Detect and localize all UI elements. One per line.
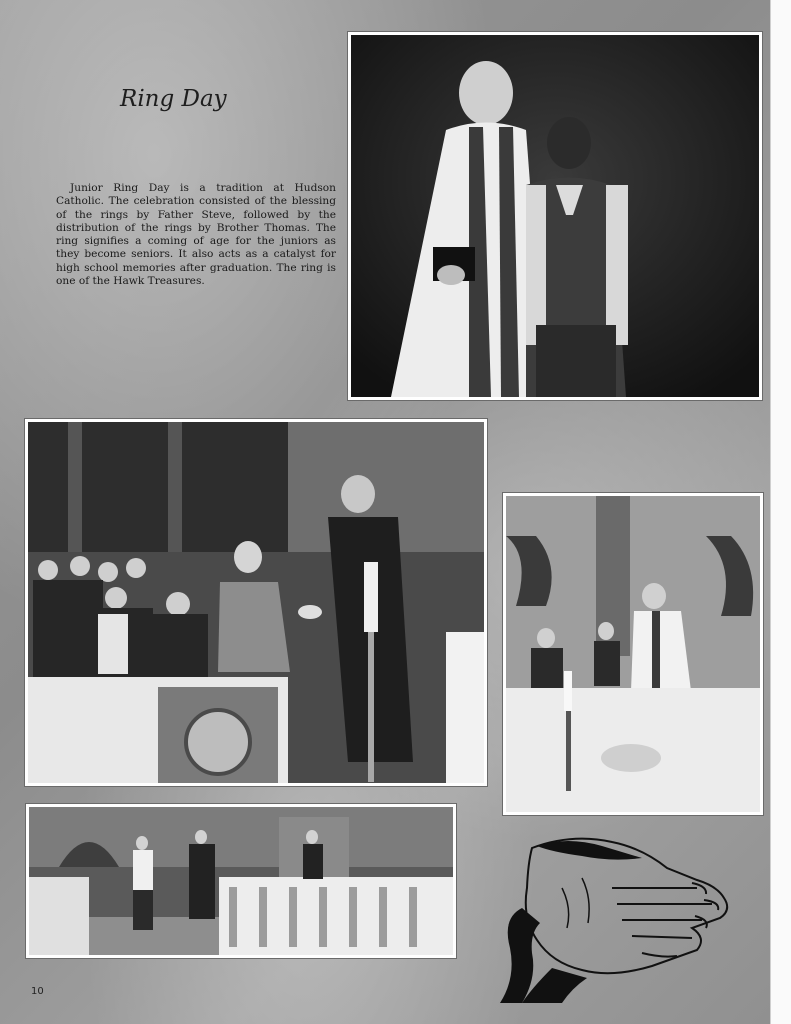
photo-priest-and-student-image [351,35,759,397]
photo-priest-and-student [348,32,762,400]
photo-aisle-procession-image [29,807,453,955]
article-text: Junior Ring Day is a tradition at Hudson Catholic. The celebration consisted of the blessing of the rings by Father Steve, followed by the distribution of the rings by Brother Thomas. The ring signifies a coming of age for the juniors as they become seniors. It also acts as a catalyst for high school memories after graduation. The ring is one of the Hawk Treasures. [56,182,336,288]
praying-hands-illustration [492,828,740,1006]
photo-ring-distribution [25,419,487,786]
page-number: 10 [31,986,44,997]
photo-aisle-procession [26,804,456,958]
photo-ring-distribution-image [28,422,484,783]
photo-blessing-altar [503,493,763,815]
photo-blessing-altar-image [506,496,760,812]
page-edge [770,0,791,1024]
page-title: Ring Day [120,86,227,112]
